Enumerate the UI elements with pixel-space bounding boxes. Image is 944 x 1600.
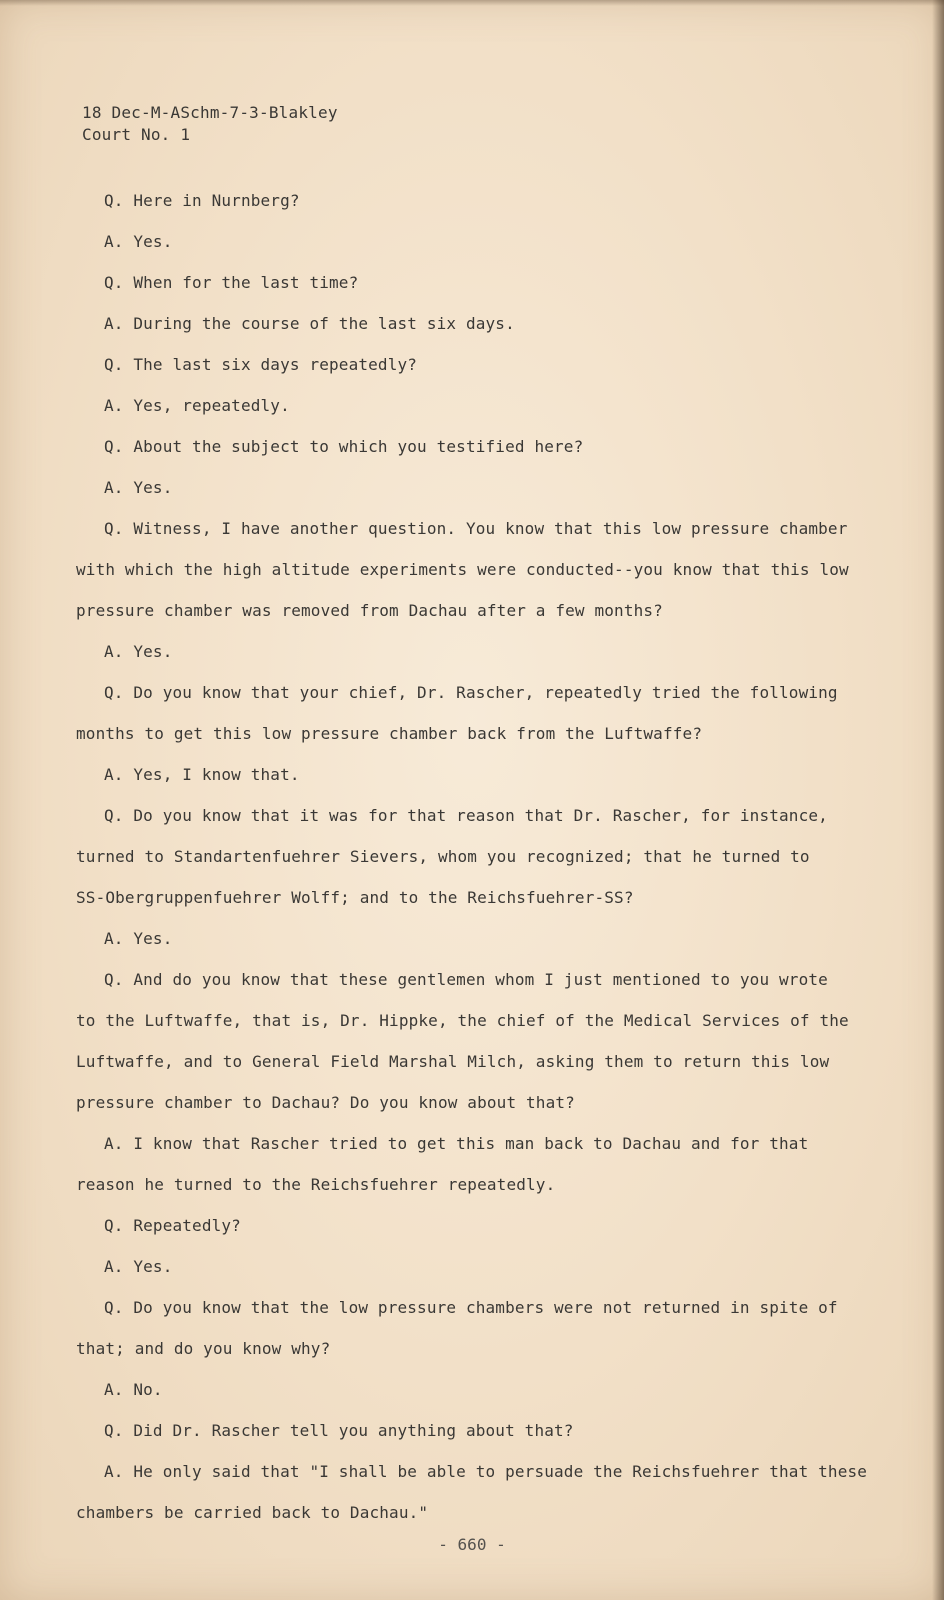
page-number: - 660 - [438,1535,506,1554]
transcript-line: A. Yes. [104,929,173,948]
transcript-line: reason he turned to the Reichsfuehrer repeatedly. [76,1175,556,1194]
transcript-line: Luftwaffe, and to General Field Marshal Milch, asking them to return this low [76,1052,830,1071]
transcript-line: A. Yes. [104,232,173,251]
transcript-line: Q. Do you know that it was for that reason that Dr. Rascher, for instance, [104,806,828,825]
transcript-line: A. Yes. [104,478,173,497]
transcript-line: Q. Do you know that your chief, Dr. Rascher, repeatedly tried the following [104,683,838,702]
transcript-line: Q. Here in Nurnberg? [104,191,300,210]
transcript-line: pressure chamber to Dachau? Do you know about that? [76,1093,575,1112]
transcript-line: A. Yes, repeatedly. [104,396,290,415]
transcript-line: with which the high altitude experiments were conducted--you know that this low [76,560,849,579]
transcript-line: A. No. [104,1380,163,1399]
transcript-line: A. Yes. [104,642,173,661]
transcript-line: Q. When for the last time? [104,273,359,292]
transcript-line: Q. Did Dr. Rascher tell you anything about that? [104,1421,574,1440]
transcript-line: chambers be carried back to Dachau." [76,1503,429,1522]
document-header [82,102,338,146]
transcript-line: Q. About the subject to which you testified here? [104,437,584,456]
transcript-line: A. He only said that "I shall be able to persuade the Reichsfuehrer that these [104,1462,868,1481]
transcript-line: Q. Witness, I have another question. You know that this low pressure chamber [104,519,848,538]
transcript-line: pressure chamber was removed from Dachau after a few months? [76,601,663,620]
transcript-line: turned to Standartenfuehrer Sievers, whom you recognized; that he turned to [76,847,810,866]
transcript-line: A. During the course of the last six days. [104,314,515,333]
transcript-line: Q. The last six days repeatedly? [104,355,418,374]
transcript-line: Q. Do you know that the low pressure chambers were not returned in spite of [104,1298,838,1317]
transcript-line: Q. Repeatedly? [104,1216,241,1235]
transcript-line: A. Yes. [104,1257,173,1276]
page-edge-right [932,0,944,1600]
transcript-body [76,180,912,1533]
transcript-line: that; and do you know why? [76,1339,331,1358]
header-court-line: Court No. 1 [82,125,191,144]
transcript-line: months to get this low pressure chamber back from the Luftwaffe? [76,724,703,743]
transcript-line: SS-Obergruppenfuehrer Wolff; and to the Reichsfuehrer-SS? [76,888,634,907]
transcript-line: A. I know that Rascher tried to get this man back to Dachau and for that [104,1134,809,1153]
transcript-line: A. Yes, I know that. [104,765,300,784]
page-edge-top [0,0,944,6]
transcript-line: Q. And do you know that these gentlemen whom I just mentioned to you wrote [104,970,828,989]
header-reference-line: 18 Dec-M-ASchm-7-3-Blakley [82,103,338,122]
transcript-line: to the Luftwaffe, that is, Dr. Hippke, the chief of the Medical Services of the [76,1011,849,1030]
